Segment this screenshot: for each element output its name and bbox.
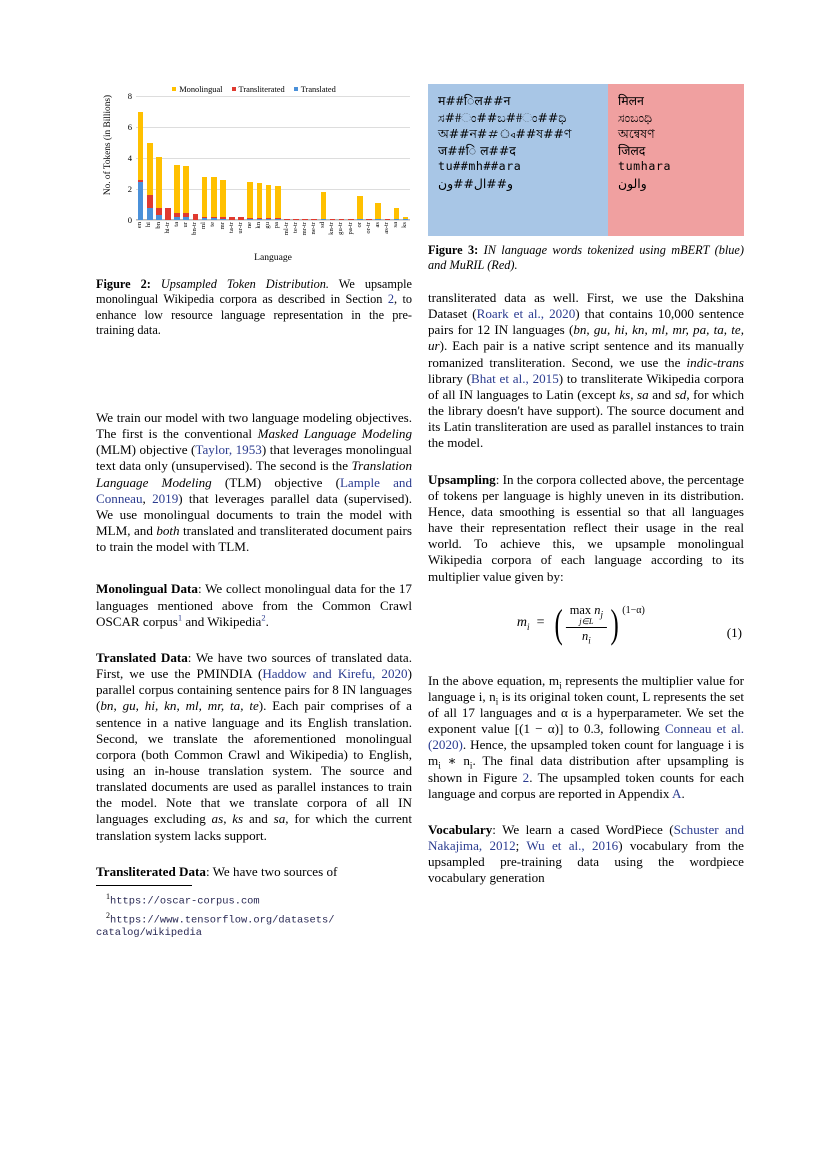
chart-bar-segment-translated: [156, 215, 162, 220]
mbert-token-line: म##ि‍ल##न: [438, 93, 511, 108]
chart-bar-segment-monolingual: [257, 183, 263, 218]
text-run: , for which the library doesn't have support). The source document and its Latin transliteration are used as parallel instances to train the model.: [428, 386, 744, 451]
footnote-marker-1[interactable]: 1: [177, 612, 183, 623]
figure-3-panels: [428, 84, 744, 236]
chart-bar-column: [209, 96, 218, 220]
chart-bar-segment-translated: [220, 219, 226, 220]
heading-translated-data: Translated Data: [96, 649, 188, 665]
chart-bar-stack: [357, 196, 363, 220]
footnote-1-url[interactable]: https://oscar-corpus.com: [110, 895, 260, 908]
chart-y-tick: 4: [127, 153, 132, 163]
text-italic: Translation Language Modeling: [96, 458, 412, 490]
right-paragraph-vocabulary: [428, 822, 744, 887]
chart-bar-segment-transliterated: [147, 195, 153, 207]
chart-y-ticks: [118, 91, 134, 225]
chart-x-tick-label: gu: [264, 222, 272, 229]
chart-bar-segment-monolingual: [183, 166, 189, 213]
text-run: ;: [515, 838, 527, 854]
footnote-2: [96, 909, 412, 928]
text-run: .: [681, 785, 685, 801]
chart-bar-stack: [385, 219, 391, 220]
text-italic: sa: [273, 811, 286, 827]
chart-bar-column: [145, 96, 154, 220]
chart-bar-segment-monolingual: [147, 143, 153, 196]
figure-2-caption-title: Upsampled Token Distribution.: [160, 277, 329, 291]
chart-bar-segment-transliterated: [293, 219, 299, 220]
subscript-i: i: [495, 696, 499, 707]
chart-bar-column: [200, 96, 209, 220]
mbert-token-line: tu##mh##ara: [438, 159, 522, 174]
text-italic: ks, sa: [619, 386, 649, 402]
figure-2-caption: [96, 277, 412, 338]
chart-bar-stack: [403, 217, 409, 220]
text-run: In the above equation, m: [428, 672, 560, 688]
chart-y-tick: 6: [127, 122, 132, 132]
equation-max-label: max: [569, 602, 592, 617]
chart-bar-segment-translated: [211, 218, 217, 220]
figure-3-caption-text: IN language words tokenized using mBERT (blue) and MuRIL (Red).: [428, 243, 744, 273]
chart-bar-segment-transliterated: [229, 217, 235, 220]
figure-2-caption-section-ref[interactable]: 2: [387, 292, 394, 307]
text-run: . The final data distribution after upsampling is shown in Figure: [428, 753, 744, 785]
text-run: ) that contains 10,000 sentence pairs for 12 IN languages (: [428, 306, 744, 338]
chart-x-tick-label: ml: [200, 222, 208, 229]
left-paragraph-1: [96, 410, 412, 555]
chart-x-tick-label: ne: [245, 222, 253, 229]
chart-x-tick-label: pa: [273, 222, 281, 229]
chart-bar-stack: [156, 157, 162, 220]
chart-x-tick-label: gu-tr: [337, 222, 345, 235]
legend-item-transliterated: [232, 85, 285, 94]
chart-bar-segment-transliterated: [385, 219, 391, 220]
chart-bar-column: [365, 96, 374, 220]
chart-bar-segment-monolingual: [275, 186, 281, 218]
text-run: : We have two sources of translated data. First, we use the PMINDIA (: [96, 649, 412, 682]
chart-x-tick-labels: [136, 222, 410, 252]
chart-x-tick-label: en: [136, 222, 144, 229]
equation-1-body: [516, 600, 645, 646]
text-italic: as: [211, 811, 224, 827]
chart-x-tick-label: or: [355, 222, 363, 228]
chart-x-tick-label: sa: [392, 222, 400, 228]
equation-exponent: (1−α): [622, 604, 645, 616]
right-paragraph-3: [428, 673, 744, 802]
citation-conneau-2020[interactable]: Conneau et al. (2020): [428, 721, 744, 753]
figure-2-caption-text-b: , to enhance low resource language representation in the pre-training data.: [96, 292, 413, 337]
text-italic-indic-trans: indic-trans: [686, 354, 744, 370]
chart-bar-stack: [238, 217, 244, 220]
right-paragraph-1: [428, 290, 744, 452]
chart-bar-segment-translated: [375, 219, 381, 220]
text-run: : We have two sources of: [205, 863, 338, 879]
text-run: : In the corpora collected above, the percentage of tokens per language is highly uneven in its distribution. Hence, data smoothing is essential so that all languages have their representation reflect their usage in the real world. To achieve this, we upsample monolingual Wikipedia corpora of each language according to its multiplier value given by:: [428, 471, 744, 584]
chart-bar-segment-transliterated: [193, 214, 199, 220]
citation-wu-2016[interactable]: Wu et al., 2016: [526, 838, 619, 854]
equation-fraction-bar: [566, 627, 607, 628]
chart-x-tick-label: te: [209, 222, 217, 227]
muril-token-line: ಸಂಬಂಧಿ: [618, 109, 652, 125]
equation-n-symbol: n: [594, 602, 601, 617]
heading-vocabulary: Vocabulary: [428, 821, 493, 837]
figure-3-caption: [428, 243, 744, 274]
legend-swatch-monolingual: [172, 87, 176, 91]
chart-bar-segment-transliterated: [284, 219, 290, 220]
chart-x-tick-label: as: [373, 222, 381, 228]
text-run: (TLM) objective (: [211, 474, 340, 490]
mbert-token-line: و##ال##ون: [438, 175, 514, 191]
chart-bar-segment-transliterated: [165, 208, 171, 220]
text-italic: both: [156, 523, 180, 539]
chart-bar-stack: [247, 182, 253, 221]
text-run: ) parallel corpus containing sentence pairs for 8 IN languages (: [96, 666, 412, 714]
chart-x-tick-label: bn-tr: [191, 222, 199, 235]
equation-fraction: [566, 603, 607, 644]
chart-bar-segment-translated: [257, 219, 263, 220]
chart-x-tick-label: as-tr: [383, 222, 391, 234]
chart-bar-column: [154, 96, 163, 220]
text-run: is its original token count, L represents the set of all 17 languages and α is a hyperparameter. We set the exponent value [(1 − α)] to 0.3, following: [428, 688, 745, 737]
equation-lhs-symbol: m: [516, 615, 528, 631]
equation-left-paren: (: [554, 600, 563, 646]
footnote-2-continued: [96, 927, 412, 940]
citation-haddow-kirefu[interactable]: Haddow and Kirefu, 2020: [262, 666, 408, 682]
text-run: .: [265, 613, 269, 629]
chart-bar-stack: [183, 166, 189, 220]
chart-bar-column: [346, 96, 355, 220]
chart-bar-segment-monolingual: [321, 192, 327, 219]
equation-1: [428, 599, 744, 659]
chart-bar-stack: [229, 217, 235, 220]
citation-roark-2020[interactable]: Roark et al., 2020: [476, 306, 576, 322]
text-run: represents the multiplier value for language i, n: [428, 672, 744, 704]
footnote-2-marker: 2: [106, 910, 110, 920]
text-run: . Hence, the upsampled token count for language i is m: [428, 737, 744, 769]
footnote-1: [96, 890, 412, 909]
citation-lample-conneau[interactable]: Lample and Conneau: [96, 474, 412, 506]
chart-bar-stack: [257, 183, 263, 220]
text-run: We train our model with two language modeling objectives. The first is the conventional: [96, 410, 412, 442]
appendix-a-reference[interactable]: A: [671, 785, 682, 801]
figure-2-reference[interactable]: 2: [522, 769, 530, 785]
citation-bhat-2015[interactable]: Bhat et al., 2015: [471, 370, 559, 386]
muril-token-line: tumhara: [618, 159, 672, 174]
chart-x-tick-label: or-tr: [364, 222, 372, 234]
footnote-2-url-continued[interactable]: catalog/wikipedia: [96, 927, 203, 940]
chart-bar-column: [264, 96, 273, 220]
text-run: ,: [142, 490, 153, 506]
muril-token-line: অন্বেষণ: [618, 126, 655, 142]
chart-bar-segment-monolingual: [247, 182, 253, 218]
chart-x-tick-label: ks: [401, 222, 409, 228]
heading-upsampling: Upsampling: [428, 471, 496, 487]
chart-x-tick-label: te-tr: [291, 222, 299, 233]
chart-bar-segment-transliterated: [302, 219, 308, 220]
left-column-body: [96, 410, 412, 940]
text-run: library (: [428, 370, 472, 386]
left-paragraph-transliterated-data: [96, 864, 412, 880]
text-run: , for which the current translation system lacks support.: [96, 811, 412, 843]
chart-bar-segment-translated: [394, 219, 400, 220]
left-paragraph-translated-data: [96, 650, 412, 844]
chart-x-tick-label: ta: [172, 222, 180, 227]
chart-bar-column: [328, 96, 337, 220]
figure-3-label: Figure 3:: [428, 243, 479, 257]
chart-bar-stack: [366, 219, 372, 220]
figure-3-image: [428, 84, 744, 236]
equation-number: (1): [726, 624, 742, 640]
text-italic: Masked Language Modeling: [257, 426, 412, 442]
mbert-token-line: ज##ि‍ ल##द: [438, 142, 516, 158]
subscript-i: i: [469, 761, 473, 772]
chart-bar-column: [392, 96, 401, 220]
chart-bar-column: [282, 96, 291, 220]
equation-right-paren: ): [610, 600, 619, 646]
chart-bar-column: [337, 96, 346, 220]
text-run: : We collect monolingual data for the 17 languages mentioned above from the Common Crawl OSCAR corpus: [96, 581, 412, 629]
subscript-i: i: [559, 680, 562, 691]
legend-item-translated: [294, 85, 336, 94]
chart-bar-segment-translated: [247, 219, 253, 220]
chart-bar-segment-transliterated: [238, 217, 244, 220]
chart-x-tick-label: ne-tr: [309, 222, 317, 235]
legend-swatch-transliterated: [232, 87, 236, 91]
figure-3-mbert-panel: [428, 84, 608, 236]
chart-x-tick-label: ml-tr: [282, 222, 290, 236]
chart-x-tick-label: hi-tr: [163, 222, 171, 234]
chart-bar-segment-translated: [202, 218, 208, 220]
chart-x-tick-label: mr: [218, 222, 226, 230]
chart-bar-column: [374, 96, 383, 220]
chart-bar-segment-transliterated: [366, 219, 372, 220]
chart-bar-segment-translated: [321, 219, 327, 220]
text-italic: ks: [232, 811, 244, 827]
chart-bar-column: [163, 96, 172, 220]
muril-token-line: मिलन: [618, 93, 644, 108]
chart-bar-column: [273, 96, 282, 220]
text-run: translated and transliterated document pairs to train the model with TLM.: [96, 523, 412, 555]
chart-bar-column: [218, 96, 227, 220]
chart-bar-segment-transliterated: [348, 219, 354, 220]
equation-max-subscript: j∈L: [579, 616, 594, 626]
chart-bar-column: [255, 96, 264, 220]
chart-bar-stack: [284, 219, 290, 220]
text-run: ) that leverages parallel data (supervised). We use monolingual documents to train the model with MLM, and: [96, 490, 413, 539]
muril-token-line: والون: [618, 175, 647, 191]
mbert-token-line: অ##ন##্ব##ষ##ণ: [438, 126, 572, 142]
chart-bar-segment-translated: [174, 217, 180, 220]
citation-year-2019[interactable]: 2019: [152, 490, 179, 506]
heading-monolingual-data: Monolingual Data: [96, 581, 198, 597]
chart-bar-segment-monolingual: [138, 112, 144, 180]
chart-bar-segment-translated: [147, 208, 153, 220]
chart-bar-segment-monolingual: [357, 196, 363, 219]
text-italic: sd: [674, 386, 687, 402]
chart-x-tick-label: kn: [255, 222, 263, 229]
chart-x-tick-label: hi: [145, 222, 153, 228]
heading-transliterated-data: Transliterated Data: [96, 863, 206, 879]
chart-bar-stack: [193, 214, 199, 220]
legend-swatch-translated: [294, 87, 298, 91]
text-run: ) vocabulary from the upsampled pre-training data using the wordpiece vocabulary generation: [428, 838, 744, 886]
chart-bar-stack: [348, 219, 354, 220]
chart-plot-area: [96, 91, 412, 268]
text-italic-langs: bn, gu, hi, kn, ml, mr, pa, ta, te, ur: [428, 322, 744, 354]
chart-bar-stack: [321, 192, 327, 220]
text-run: transliterated data as well. First, we use the Dakshina Dataset (: [428, 290, 744, 322]
chart-bar-column: [136, 96, 145, 220]
chart-bar-column: [355, 96, 364, 220]
right-column-body: [428, 290, 744, 887]
chart-bar-segment-translated: [275, 219, 281, 220]
chart-x-tick-label: ta-tr: [227, 222, 235, 233]
right-paragraph-upsampling: [428, 472, 744, 585]
footnote-marker-2[interactable]: 2: [261, 612, 266, 623]
chart-bar-segment-translated: [183, 217, 189, 220]
footnote-separator: [96, 885, 192, 886]
chart-bar-stack: [202, 177, 208, 220]
chart-bar-segment-monolingual: [174, 165, 180, 213]
text-run: and Wikipedia: [182, 613, 262, 629]
legend-label-translated: Translated: [300, 84, 336, 94]
footnote-1-marker: 1: [106, 891, 110, 901]
chart-bar-segment-monolingual: [220, 180, 226, 217]
text-run: ) that leverages monolingual text data only (unsupervised). The second is the: [96, 442, 412, 474]
equation-lhs-subscript: i: [527, 621, 530, 632]
chart-bar-column: [246, 96, 255, 220]
chart-bar-column: [291, 96, 300, 220]
text-run: . The upsampled token counts for each language and corpus are reported in Appendix: [428, 769, 744, 801]
chart-bar-stack: [302, 219, 308, 220]
chart-bar-column: [173, 96, 182, 220]
equation-denominator: [578, 629, 595, 644]
chart-bar-stack: [339, 219, 345, 220]
chart-x-tick-label: sd: [319, 222, 327, 228]
chart-bar-segment-transliterated: [311, 219, 317, 220]
chart-y-tick: 8: [127, 91, 132, 101]
chart-bar-stack: [330, 219, 336, 220]
equation-lhs: [517, 615, 530, 631]
mbert-token-line: ಸ##ಂ##ಬ##ಂ##ಧಿ: [438, 109, 567, 125]
chart-bar-column: [301, 96, 310, 220]
chart-x-tick-label: bn: [154, 222, 162, 229]
left-paragraph-monolingual-data: [96, 581, 412, 629]
chart-bar-stack: [293, 219, 299, 220]
chart-bar-stack: [220, 180, 226, 220]
chart-x-axis-label: Language: [254, 252, 292, 263]
chart-bar-stack: [211, 177, 217, 220]
chart-bar-column: [383, 96, 392, 220]
text-italic-langs: bn, gu, hi, kn, ml, mr, ta, te: [100, 698, 259, 714]
figure-3-muril-panel: [608, 84, 744, 236]
chart-bar-segment-translated: [266, 219, 272, 220]
chart-legend: [96, 82, 412, 96]
chart-bar-segment-monolingual: [266, 185, 272, 218]
chart-bar-stack: [375, 203, 381, 220]
citation-taylor-1953[interactable]: Taylor, 1953: [195, 442, 262, 458]
chart-x-tick-label: ur: [181, 222, 189, 228]
subscript-i: i: [438, 761, 441, 772]
chart-bar-segment-translated: [357, 219, 363, 220]
chart-bar-stack: [165, 208, 171, 220]
chart-bar-segment-monolingual: [156, 157, 162, 208]
chart-bar-stack: [138, 112, 144, 220]
text-run: ∗ n: [440, 753, 470, 769]
chart-bar-stack: [311, 219, 317, 220]
chart-bar-stack: [266, 185, 272, 220]
equation-n-subscript: j: [600, 609, 603, 620]
text-run: (MLM) objective (: [96, 442, 196, 458]
muril-token-line: जिलद: [618, 142, 646, 158]
chart-bar-segment-translated: [138, 182, 144, 220]
chart-bar-column: [191, 96, 200, 220]
chart-bar-column: [401, 96, 410, 220]
chart-bar-stack: [147, 143, 153, 220]
chart-y-tick: 2: [127, 184, 132, 194]
chart-x-tick-label: kn-tr: [328, 222, 336, 235]
chart-x-tick-label: mr-tr: [300, 222, 308, 236]
chart-bar-column: [237, 96, 246, 220]
text-run: and: [648, 386, 675, 402]
text-run: ,: [223, 811, 233, 827]
chart-y-axis-label: No. of Tokens (in Billions): [103, 94, 113, 196]
legend-label-monolingual: Monolingual: [179, 84, 223, 94]
chart-y-tick: 0: [127, 215, 132, 225]
equation-numerator: [566, 603, 607, 626]
footnote-2-url[interactable]: https://www.tensorflow.org/datasets/: [110, 914, 335, 927]
chart-bar-column: [227, 96, 236, 220]
chart-bar-segment-transliterated: [330, 219, 336, 220]
chart-bar-column: [319, 96, 328, 220]
figure-2-label: Figure 2:: [96, 277, 151, 291]
chart-bar-segment-monolingual: [394, 208, 400, 219]
chart-bar-stack: [275, 186, 281, 220]
legend-item-monolingual: [172, 85, 222, 94]
figure-2-caption-text-a: We upsample monolingual Wikipedia corpora as described in Section: [96, 277, 412, 307]
chart-bar-stack: [394, 208, 400, 220]
text-run: and: [243, 811, 274, 827]
text-run: : We learn a cased WordPiece (: [492, 821, 674, 837]
chart-x-tick-label: ur-tr: [236, 222, 244, 234]
chart-bar-segment-transliterated: [339, 219, 345, 220]
equation-equals: =: [536, 615, 545, 631]
chart-bars: [136, 96, 410, 220]
chart-bar-segment-monolingual: [375, 203, 381, 219]
figure-2-chart: [96, 82, 412, 268]
text-run: ). Each pair comprises of a sentence in a native language and its English translation. Second, we translate the aforementioned monolingual corpora (both Common Crawl and Wikipedia) to English, using an in-house translation system. The source and translated documents are used as parallel instances to train the model. Note that we translate corpora of all IN languages excluding: [96, 698, 412, 827]
chart-bar-segment-translated: [403, 219, 409, 220]
chart-bar-segment-monolingual: [211, 177, 217, 217]
chart-bar-segment-monolingual: [202, 177, 208, 217]
citation-schuster-nakajima[interactable]: Schuster and Nakajima, 2012: [428, 821, 744, 854]
equation-den-subscript: i: [588, 635, 591, 646]
chart-x-tick-label: pa-tr: [346, 222, 354, 235]
text-run: ) to transliterate Wikipedia corpora of all IN languages to Latin (except: [428, 370, 744, 402]
chart-bar-stack: [174, 165, 180, 220]
equation-den-symbol: n: [582, 628, 589, 643]
chart-bar-column: [182, 96, 191, 220]
text-run: ). Each pair is a native script sentence and its manually romanized transliteration. Second, we use the: [428, 338, 744, 370]
chart-bar-column: [310, 96, 319, 220]
legend-label-transliterated: Transliterated: [238, 84, 285, 94]
